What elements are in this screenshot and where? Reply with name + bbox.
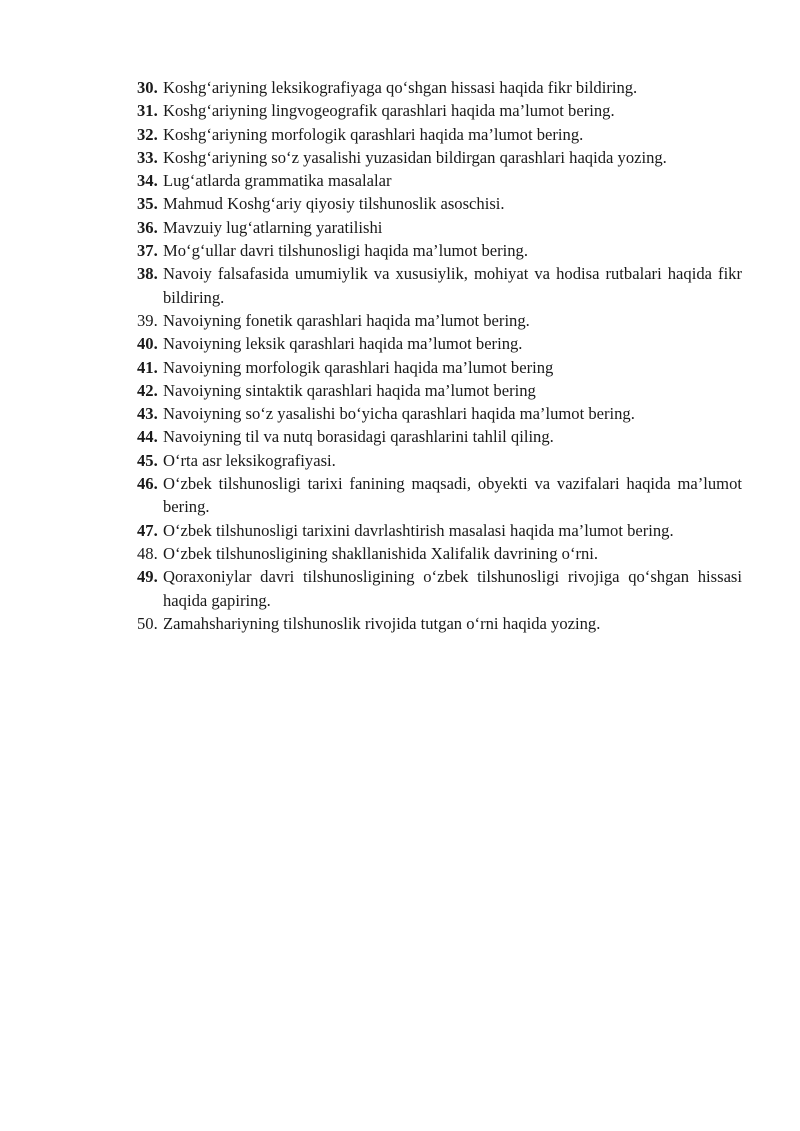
question-text: Navoiyning so‘z yasalishi bo‘yicha qarashlari haqida ma’lumot bering. bbox=[163, 404, 635, 424]
question-item bbox=[137, 146, 742, 169]
question-item bbox=[137, 472, 742, 519]
question-number: 39. bbox=[137, 310, 158, 330]
question-number: 30. bbox=[137, 78, 158, 97]
question-item bbox=[137, 76, 742, 99]
question-text: Lug‘atlarda grammatika masalalar bbox=[163, 171, 392, 191]
question-text: Navoiyning sintaktik qarashlari haqida ma’lumot bering bbox=[163, 380, 536, 400]
question-text: Zamahshariyning tilshunoslik rivojida tutgan o‘rni haqida yozing. bbox=[163, 613, 601, 633]
question-item bbox=[137, 542, 742, 565]
question-item bbox=[137, 565, 742, 612]
question-number: 44. bbox=[137, 427, 158, 447]
question-number: 41. bbox=[137, 357, 158, 377]
question-text: Koshg‘ariyning so‘z yasalishi yuzasidan bildirgan qarashlari haqida yozing. bbox=[163, 147, 667, 167]
question-number: 31. bbox=[137, 101, 158, 121]
question-text: Navoiyning leksik qarashlari haqida ma’lumot bering. bbox=[163, 334, 523, 354]
question-number: 36. bbox=[137, 217, 158, 237]
question-item bbox=[137, 332, 742, 355]
question-number: 32. bbox=[137, 124, 158, 144]
question-number: 49. bbox=[137, 567, 158, 587]
question-item bbox=[137, 123, 742, 146]
question-item bbox=[137, 239, 742, 262]
question-number: 45. bbox=[137, 450, 158, 470]
question-number: 47. bbox=[137, 520, 158, 540]
question-item bbox=[137, 216, 742, 239]
question-text: Qoraxoniylar davri tilshunosligining o‘zbek tilshunosligi rivojiga qo‘shgan hissasi haqida gapiring. bbox=[163, 567, 742, 610]
question-number: 40. bbox=[137, 334, 158, 354]
question-text: O‘zbek tilshunosligi tarixini davrlashtirish masalasi haqida ma’lumot bering. bbox=[163, 520, 674, 540]
question-text: O‘zbek tilshunosligi tarixi fanining maqsadi, obyekti va vazifalari haqida ma’lumot bering. bbox=[163, 474, 742, 517]
question-number: 50. bbox=[137, 613, 158, 633]
question-item bbox=[137, 169, 742, 192]
question-number: 34. bbox=[137, 171, 158, 191]
question-item bbox=[137, 449, 742, 472]
question-text: Mo‘g‘ullar davri tilshunosligi haqida ma’lumot bering. bbox=[163, 241, 528, 261]
question-item bbox=[137, 612, 742, 635]
question-text: Koshg‘ariyning morfologik qarashlari haqida ma’lumot bering. bbox=[163, 124, 584, 144]
question-number: 33. bbox=[137, 147, 158, 167]
question-number: 48. bbox=[137, 543, 158, 563]
question-text: Navoiyning fonetik qarashlari haqida ma’lumot bering. bbox=[163, 310, 530, 330]
question-list bbox=[137, 76, 742, 635]
question-number: 35. bbox=[137, 194, 158, 214]
question-item bbox=[137, 99, 742, 122]
question-text: Mahmud Koshg‘ariy qiyosiy tilshunoslik asoschisi. bbox=[163, 194, 505, 214]
question-number: 43. bbox=[137, 404, 158, 424]
question-item bbox=[137, 425, 742, 448]
question-text: O‘zbek tilshunosligining shakllanishida Xalifalik davrining o‘rni. bbox=[163, 543, 599, 563]
question-item bbox=[137, 519, 742, 542]
question-number: 46. bbox=[137, 474, 158, 494]
question-text: O‘rta asr leksikografiyasi. bbox=[163, 450, 336, 470]
question-text: Navoiyning til va nutq borasidagi qarashlarini tahlil qiling. bbox=[163, 427, 554, 447]
question-text: Koshg‘ariyning lingvogeografik qarashlari haqida ma’lumot bering. bbox=[163, 101, 615, 121]
question-item bbox=[137, 379, 742, 402]
question-item bbox=[137, 402, 742, 425]
question-text: Koshg‘ariyning leksikografiyaga qo‘shgan hissasi haqida fikr bildiring. bbox=[163, 78, 638, 97]
question-item bbox=[137, 356, 742, 379]
question-number: 42. bbox=[137, 380, 158, 400]
question-text: Navoiy falsafasida umumiylik va xususiylik, mohiyat va hodisa rutbalari haqida fikr bildiring. bbox=[163, 264, 742, 307]
question-number: 38. bbox=[137, 264, 158, 284]
question-item bbox=[137, 262, 742, 309]
question-item bbox=[137, 309, 742, 332]
question-text: Navoiyning morfologik qarashlari haqida ma’lumot bering bbox=[163, 357, 554, 377]
question-number: 37. bbox=[137, 241, 158, 261]
question-text: Mavzuiy lug‘atlarning yaratilishi bbox=[163, 217, 383, 237]
question-item bbox=[137, 192, 742, 215]
